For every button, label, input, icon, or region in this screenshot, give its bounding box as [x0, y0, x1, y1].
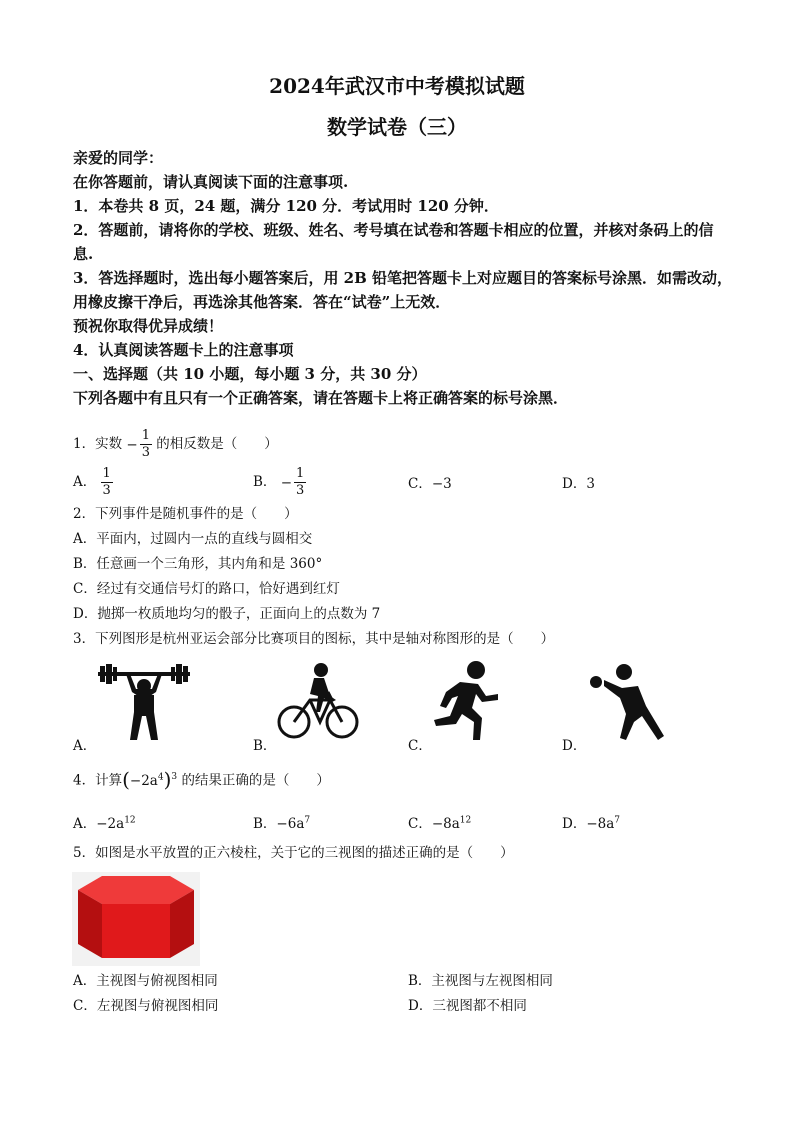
q4-option-c: C．$-8a^{12}$	[408, 815, 472, 832]
notice-item-4: 4．认真阅读答题卡上的注意事项	[73, 341, 294, 359]
q5-option-b: B．主视图与左视图相同	[408, 973, 553, 989]
q3-option-c-label: C．	[408, 738, 432, 754]
q5-option-c: C．左视图与俯视图相同	[73, 998, 219, 1014]
q2-option-c: C．经过有交通信号灯的路口，恰好遇到红灯	[73, 581, 340, 597]
notice-item-2: 2．答题前，请将你的学校、班级、姓名、考号填在试卷和答题卡相应的位置，并核对条码上的信息.	[73, 221, 714, 263]
q1-option-d: D．3	[562, 476, 595, 492]
q3-option-b-label: B．	[253, 738, 277, 754]
exam-subtitle: 数学试卷（三）	[327, 115, 467, 139]
q1-option-a: A． $\frac{1}{3}$	[73, 466, 111, 498]
q5-option-d: D．三视图都不相同	[408, 998, 527, 1014]
weightlifting-icon	[96, 662, 192, 742]
notice-wish: 预祝你取得优异成绩！	[73, 317, 224, 335]
notice-item-1: 1．本卷共 8 页，24 题，满分 120 分．考试用时 120 分钟．	[73, 197, 499, 215]
q2-option-d: D．抛掷一枚质地均匀的骰子，正面向上的点数为 7	[73, 606, 381, 622]
question-3-stem: 3．下列图形是杭州亚运会部分比赛项目的图标，其中是轴对称图形的是（ ）	[73, 631, 555, 647]
q3-option-a-label: A．	[73, 738, 97, 754]
question-1-stem: 1．实数 − $\frac{1}{3}$ 的相反数是（ ）	[73, 428, 278, 460]
notice-item-3: 3．答选择题时，选出每小题答案后，用 2B 铅笔把答题卡上对应题目的答案标号涂黑．如需改动，用橡皮擦干净后，再选涂其他答案．答在“试卷”上无效．	[73, 269, 733, 311]
volleyball-icon	[588, 662, 670, 742]
section-description: 下列各题中有且只有一个正确答案，请在答题卡上将正确答案的标号涂黑．	[73, 389, 569, 407]
exam-title: 2024年武汉市中考模拟试题	[269, 74, 525, 98]
question-2-stem: 2．下列事件是随机事件的是（ ）	[73, 506, 298, 522]
fraction: $\frac{1}{3}$	[141, 428, 150, 460]
q2-option-a: A．平面内，过圆内一点的直线与圆相交	[73, 531, 313, 547]
greeting: 亲爱的同学：	[73, 149, 164, 167]
q1-option-c: C．−3	[408, 476, 452, 492]
q4-option-b: B．$-6a^7$	[253, 815, 311, 832]
notice-block	[73, 146, 733, 410]
question-5-stem: 5．如图是水平放置的正六棱柱，关于它的三视图的描述正确的是（ ）	[73, 845, 514, 861]
question-4-stem: 4．计算$(-2a^4)^3$ 的结果正确的是（ ）	[73, 767, 330, 792]
q5-option-a: A．主视图与俯视图相同	[73, 973, 218, 989]
q3-option-d-label: D．	[562, 738, 587, 754]
notice-intro: 在你答题前，请认真阅读下面的注意事项.	[73, 173, 349, 191]
cycling-icon	[276, 660, 360, 742]
running-icon	[432, 660, 500, 742]
q4-option-a: A．$-2a^{12}$	[73, 815, 136, 832]
q4-option-d: D．$-8a^7$	[562, 815, 621, 832]
section-heading: 一、选择题（共 10 小题，每小题 3 分，共 30 分）	[73, 365, 427, 383]
q2-option-b: B．任意画一个三角形，其内角和是 360°	[73, 556, 323, 572]
hexagonal-prism-image	[72, 872, 200, 966]
q1-option-b: B． − $\frac{1}{3}$	[253, 466, 305, 498]
